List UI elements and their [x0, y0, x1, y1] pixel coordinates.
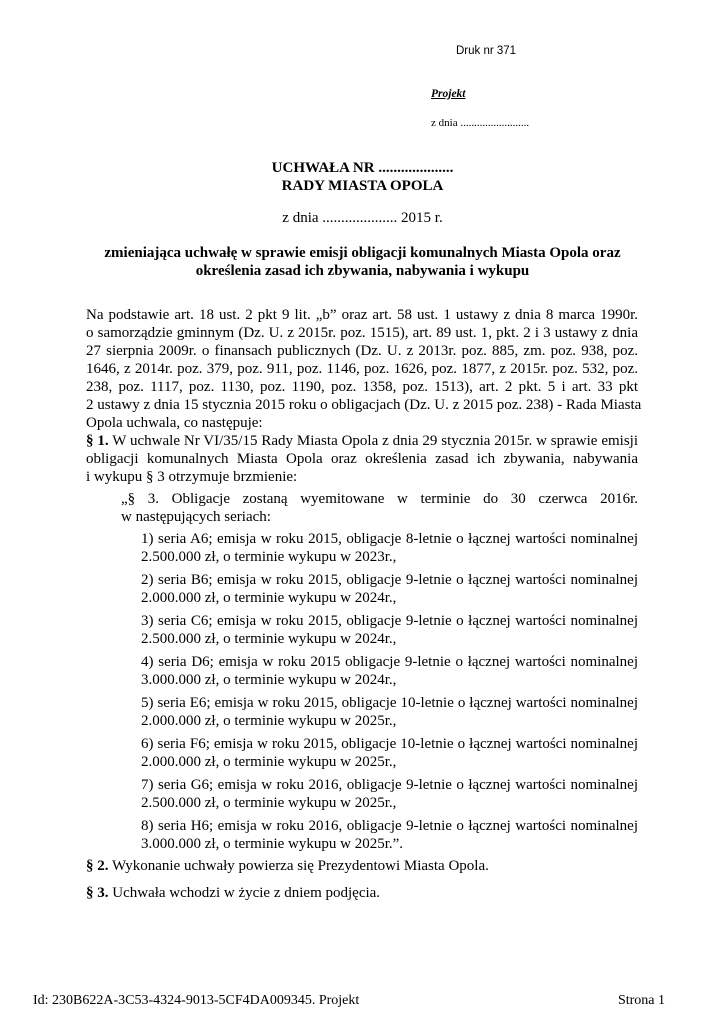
intro-line: Opola uchwala, co następuje: [86, 415, 263, 431]
intro-line: 1646, z 2014r. poz. 379, poz. 911, poz. 1146, poz. 1626, poz. 1877, z 2015r. poz. 532, poz. [86, 361, 638, 377]
council-name: RADY MIASTA OPOLA [281, 178, 444, 194]
list-item-cont: 3.000.000 zł, o terminie wykupu w 2025r.”. [141, 836, 404, 852]
list-item: 5) seria E6; emisja w roku 2015, obligacje 10-letnie o łącznej wartości nominalnej [141, 695, 638, 711]
intro-line: 2 ustawy z dnia 15 stycznia 2015 roku o obligacjach (Dz. U. z 2015 poz. 238) - Rada Miasta [86, 397, 642, 413]
resolution-date: z dnia .................... 2015 r. [282, 210, 443, 226]
intro-line: 238, poz. 1117, poz. 1130, poz. 1190, poz. 1358, poz. 1513), art. 2 pkt. 5 i art. 33 pkt [86, 379, 638, 395]
paragraph-2: § 2. Wykonanie uchwały powierza się Prezydentowi Miasta Opola. [86, 858, 489, 874]
document-id: Id: 230B622A-3C53-4324-9013-5CF4DA009345. Projekt [33, 993, 360, 1008]
list-item-cont: 2.500.000 zł, o terminie wykupu w 2024r., [141, 631, 397, 647]
list-item: 1) seria A6; emisja w roku 2015, obligacje 8-letnie o łącznej wartości nominalnej [141, 531, 638, 547]
subject-line-2: określenia zasad ich zbywania, nabywania i wykupu [195, 263, 530, 279]
paragraph-1-line: obligacji komunalnych Miasta Opola oraz określenia zasad ich zbywania, nabywania [86, 451, 638, 467]
list-item: 7) seria G6; emisja w roku 2016, obligacje 9-letnie o łącznej wartości nominalnej [141, 777, 638, 793]
paragraph-3: § 3. Uchwała wchodzi w życie z dniem podjęcia. [86, 885, 381, 901]
list-item: 6) seria F6; emisja w roku 2015, obligacje 10-letnie o łącznej wartości nominalnej [141, 736, 638, 752]
intro-line: o samorządzie gminnym (Dz. U. z 2015r. poz. 1515), art. 89 ust. 1, pkt. 2 i 3 ustawy z dnia [86, 325, 638, 341]
list-item-cont: 2.500.000 zł, o terminie wykupu w 2025r., [141, 795, 397, 811]
paragraph-1-line: § 1. W uchwale Nr VI/35/15 Rady Miasta Opola z dnia 29 stycznia 2015r. w sprawie emisji [86, 433, 638, 449]
list-item: 2) seria B6; emisja w roku 2015, obligacje 9-letnie o łącznej wartości nominalnej [141, 572, 638, 588]
list-item: 3) seria C6; emisja w roku 2015, obligacje 9-letnie o łącznej wartości nominalnej [141, 613, 638, 629]
list-item-cont: 2.000.000 zł, o terminie wykupu w 2025r., [141, 754, 397, 770]
intro-line: 27 sierpnia 2009r. o finansach publicznych (Dz. U. z 2013r. poz. 885, zm. poz. 938, poz. [86, 343, 638, 359]
paragraph-2-label: § 2. [86, 858, 109, 874]
draft-date: z dnia ......................... [431, 117, 530, 129]
quote-line: w następujących seriach: [121, 509, 271, 525]
paragraph-3-label: § 3. [86, 885, 109, 901]
resolution-title: UCHWAŁA NR .................... [271, 160, 454, 176]
print-number: Druk nr 371 [456, 45, 517, 57]
list-item-cont: 2.500.000 zł, o terminie wykupu w 2023r., [141, 549, 397, 565]
intro-line: Na podstawie art. 18 ust. 2 pkt 9 lit. „b” oraz art. 58 ust. 1 ustawy z dnia 8 marca 1990r. [86, 307, 638, 323]
subject-line-1: zmieniająca uchwałę w sprawie emisji obligacji komunalnych Miasta Opola oraz [104, 245, 621, 261]
list-item-cont: 2.000.000 zł, o terminie wykupu w 2024r., [141, 590, 397, 606]
paragraph-1-line: i wykupu § 3 otrzymuje brzmienie: [86, 469, 298, 485]
page-number: Strona 1 [617, 993, 665, 1008]
list-item-cont: 2.000.000 zł, o terminie wykupu w 2025r., [141, 713, 397, 729]
quote-line: „§ 3. Obligacje zostaną wyemitowane w terminie do 30 czerwca 2016r. [121, 491, 638, 507]
draft-label: Projekt [431, 88, 466, 100]
list-item: 4) seria D6; emisja w roku 2015 obligacje 9-letnie o łącznej wartości nominalnej [141, 654, 638, 670]
list-item: 8) seria H6; emisja w roku 2016, obligacje 9-letnie o łącznej wartości nominalnej [141, 818, 638, 834]
list-item-cont: 3.000.000 zł, o terminie wykupu w 2024r., [141, 672, 397, 688]
paragraph-1-label: § 1. [86, 433, 109, 449]
